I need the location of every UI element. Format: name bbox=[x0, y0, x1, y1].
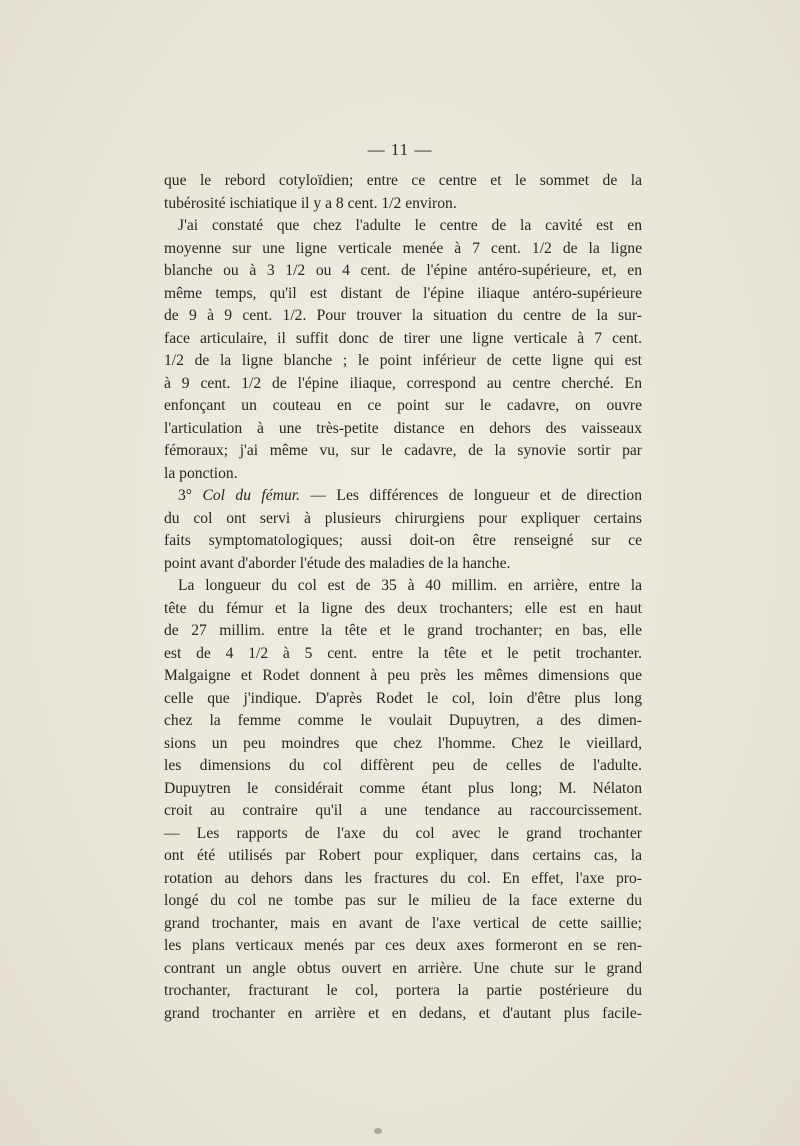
text-line: tubérosité ischiatique il y a 8 cent. 1/2 environ. bbox=[164, 194, 457, 212]
text-line: La longueur du col est de 35 à 40 millim. en arrière, entre la bbox=[178, 577, 642, 594]
text-line: — Les rapports de l'axe du col avec le grand trochanter bbox=[164, 824, 642, 842]
text-line: 1/2 de la ligne blanche ; le point inférieur de cette ligne qui est bbox=[164, 352, 642, 369]
text-line: sions un peu moindres que chez l'homme. Chez le vieillard, bbox=[164, 734, 642, 752]
page-number: — 11 — bbox=[367, 140, 433, 159]
text-line: fémoraux; j'ai même vu, sur le cadavre, de la synovie sortir par bbox=[164, 442, 642, 459]
text-line: les dimensions du col diffèrent peu de celles de l'adulte. bbox=[164, 757, 642, 774]
text-line: Dupuytren le considérait comme étant plus long; M. Nélaton bbox=[164, 779, 642, 797]
text-line: du col ont servi à plusieurs chirurgiens pour expliquer certains bbox=[164, 509, 642, 527]
text-line: chez la femme comme le voulait Dupuytren, a des dimen- bbox=[164, 712, 642, 729]
text-line: croit au contraire qu'il a une tendance au raccourcissement. bbox=[164, 802, 642, 819]
text-line: grand trochanter, mais en avant de l'axe vertical de cette saillie; bbox=[164, 914, 642, 932]
text-line: contrant un angle obtus ouvert en arrière. Une chute sur le grand bbox=[164, 959, 642, 977]
text-line: enfonçant un couteau en ce point sur le cadavre, on ouvre bbox=[164, 397, 642, 414]
text-line: blanche ou à 3 1/2 ou 4 cent. de l'épine antéro-supérieure, et, en bbox=[164, 262, 642, 279]
text-line: grand trochanter en arrière et en dedans, et d'autant plus facile- bbox=[164, 1004, 642, 1022]
text-line: la ponction. bbox=[164, 464, 238, 482]
text-line: Malgaigne et Rodet donnent à peu près les mêmes dimensions que bbox=[164, 667, 642, 684]
ink-smudge bbox=[374, 1128, 382, 1134]
text-line: J'ai constaté que chez l'adulte le centre de la cavité est en bbox=[178, 217, 642, 234]
text-line: ont été utilisés par Robert pour expliquer, dans certains cas, la bbox=[164, 847, 642, 864]
text-line: les plans verticaux menés par ces deux axes formeront en se ren- bbox=[164, 937, 642, 954]
text-line: à 9 cent. 1/2 de l'épine iliaque, correspond au centre cherché. En bbox=[164, 374, 642, 392]
text-line: de 9 à 9 cent. 1/2. Pour trouver la situation du centre de la sur- bbox=[164, 307, 642, 324]
text-line: 3° Col du fémur. — Les différences de longueur et de direction bbox=[178, 487, 642, 504]
text-line: face articulaire, il suffit donc de tirer une ligne verticale à 7 cent. bbox=[164, 329, 642, 347]
text-line: que le rebord cotyloïdien; entre ce centre et le sommet de la bbox=[164, 172, 642, 189]
text-line: faits symptomatologiques; aussi doit-on être renseigné sur ce bbox=[164, 532, 642, 549]
text-line: est de 4 1/2 à 5 cent. entre la tête et le petit trochanter. bbox=[164, 644, 642, 662]
section-heading-italic: Col du fémur. bbox=[202, 487, 300, 504]
text-line: tête du fémur et la ligne des deux trochanters; elle est en haut bbox=[164, 599, 642, 617]
text-line: trochanter, fracturant le col, portera la partie postérieure du bbox=[164, 982, 642, 999]
text-line: point avant d'aborder l'étude des maladies de la hanche. bbox=[164, 554, 511, 572]
text-line: longé du col ne tombe pas sur le milieu de la face externe du bbox=[164, 892, 642, 909]
body-text bbox=[164, 170, 642, 1025]
text-line: même temps, qu'il est distant de l'épine iliaque antéro-supérieure bbox=[164, 284, 642, 302]
text-line: celle que j'indique. D'après Rodet le col, loin d'être plus long bbox=[164, 689, 642, 707]
text-line: rotation au dehors dans les fractures du col. En effet, l'axe pro- bbox=[164, 869, 642, 887]
text-line: moyenne sur une ligne verticale menée à 7 cent. 1/2 de la ligne bbox=[164, 239, 642, 257]
text-line: l'articulation à une très-petite distance en dehors des vaisseaux bbox=[164, 419, 642, 437]
text-line: de 27 millim. entre la tête et le grand trochanter; en bas, elle bbox=[164, 622, 642, 639]
